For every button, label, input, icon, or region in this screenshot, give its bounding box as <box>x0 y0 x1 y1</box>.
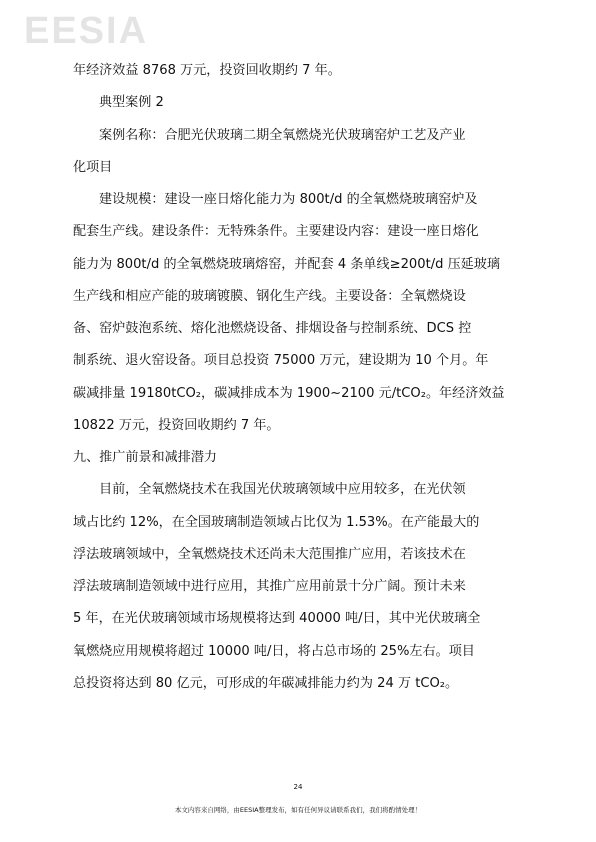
eesia-logo: EESIA <box>24 10 149 52</box>
text-line: 浮法玻璃领域中，全氧燃烧技术还尚未大范围推广应用，若该技术在 <box>73 547 466 562</box>
text-line: 生产线和相应产能的玻璃镀膜、钢化生产线。主要设备：全氧燃烧设 <box>73 289 466 304</box>
case-heading: 典型案例 2 <box>99 95 164 110</box>
text-line: 域占比约 12%，在全国玻璃制造领域占比仅为 1.53%。在产能最大的 <box>73 515 480 530</box>
footer-notice: 本文内容来自网络，由EESIA整理发布，如有任何异议请联系我们，我们将酌情处理！ <box>174 806 422 814</box>
text-line: 化项目 <box>73 160 113 175</box>
text-line: 5 年，在光伏玻璃领域市场规模将达到 40000 吨/日，其中光伏玻璃全 <box>73 611 481 626</box>
text-line: 制系统、退火窑设备。项目总投资 75000 万元，建设期为 10 个月。年 <box>73 353 489 368</box>
text-line: 备、窑炉鼓泡系统、熔化池燃烧设备、排烟设备与控制系统、DCS 控 <box>73 321 472 336</box>
text-line: 建设规模：建设一座日熔化能力为 800t/d 的全氧燃烧玻璃窑炉及 <box>99 192 478 207</box>
text-line: 能力为 800t/d 的全氧燃烧玻璃熔窑，并配套 4 条单线≥200t/d 压延玻璃 <box>73 257 500 272</box>
text-line: 配套生产线。建设条件：无特殊条件。主要建设内容：建设一座日熔化 <box>73 224 479 239</box>
text-line: 碳减排量 19180tCO₂，碳减排成本为 1900~2100 元/tCO₂。年经济效益 <box>73 386 505 401</box>
section-heading: 九、推广前景和减排潜力 <box>73 450 218 465</box>
text-line: 案例名称：合肥光伏玻璃二期全氧燃烧光伏玻璃窑炉工艺及产业 <box>99 128 466 143</box>
text-line: 浮法玻璃制造领域中进行应用，其推广应用前景十分广阔。预计未来 <box>73 579 466 594</box>
text-line: 氧燃烧应用规模将超过 10000 吨/日，将占总市场的 25%左右。项目 <box>73 644 475 659</box>
text-line: 总投资将达到 80 亿元，可形成的年碳减排能力约为 24 万 tCO₂。 <box>73 676 459 691</box>
text-line: 10822 万元，投资回收期约 7 年。 <box>73 418 280 433</box>
page-number: 24 <box>293 783 303 791</box>
text-line: 年经济效益 8768 万元，投资回收期约 7 年。 <box>73 63 341 78</box>
text-line: 目前，全氧燃烧技术在我国光伏玻璃领域中应用较多，在光伏领 <box>99 482 466 497</box>
